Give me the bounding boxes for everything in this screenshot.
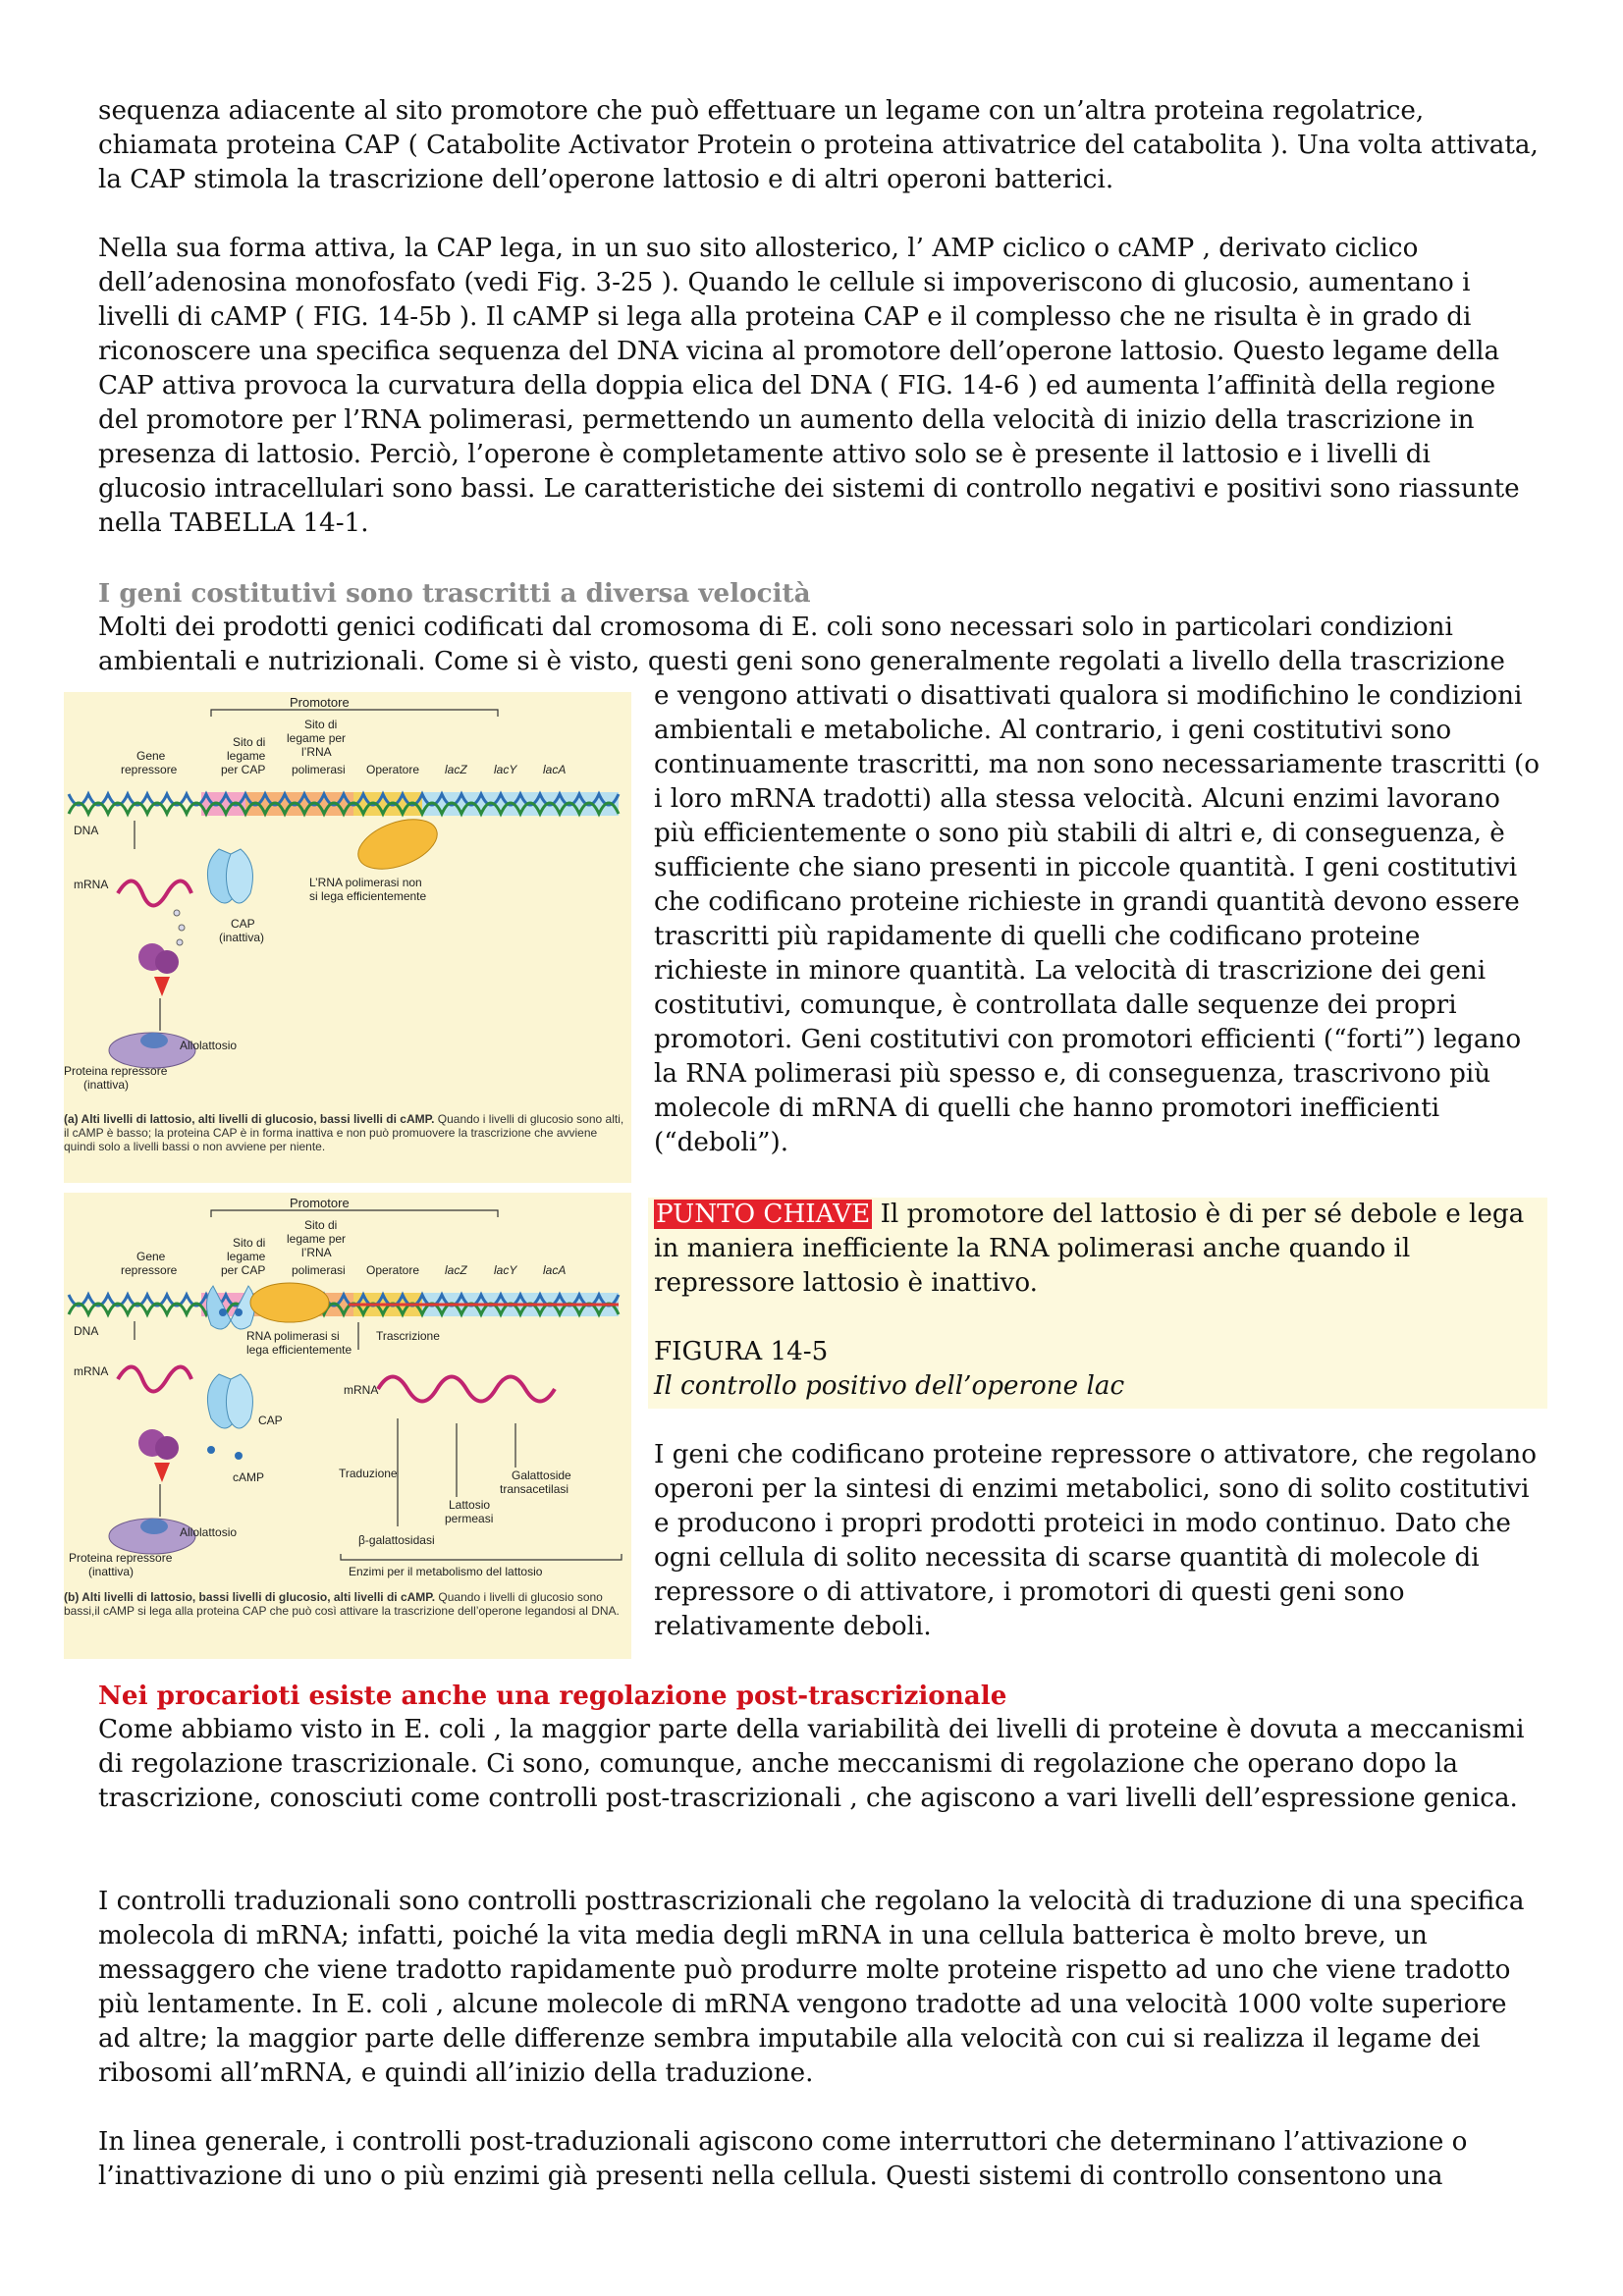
cap-inactive-a <box>207 849 252 903</box>
keypoint-label: PUNTO CHIAVE <box>656 1200 871 1229</box>
label-proteina-rep: Proteina repressore (inattiva) <box>64 1064 168 1092</box>
label-galattoside-b: Galattoside transacetilasi <box>500 1468 571 1496</box>
label-allolattosio: Allolattosio <box>180 1039 238 1052</box>
figure-panel-a <box>64 692 631 1183</box>
dna-helix-b <box>69 1293 619 1316</box>
paragraph-regulatory-genes: I geni che codificano proteine repressore o attivatore, che regolano operoni per la sintesi di enzimi metabolici, sono di solito costitutivi e producono i propri prodotti proteici in modo continuo. Dato che ogni cellula di solito necessita di scarse quantità di molecole di repressore o di attivatore, i promotori di questi geni sono relativamente deboli. <box>654 1440 1538 1641</box>
mrna-product-b <box>378 1377 555 1402</box>
label-laca: lacA <box>543 763 567 776</box>
paragraph-translational-control: I controlli traduzionali sono controlli posttrascrizionali che regolano la velocità di traduzione di una specifica molecola di mRNA; infatti, poiché la vita media degli mRNA in una cellula batterica è molto breve, un messaggero che viene tradotto rapidamente può produrre molte proteine rispetto ad uno che viene tradotto più lentamente. In E. coli , alcune molecole di mRNA vengono tradotte ad una velocità 1000 volte superiore ad altre; la maggior parte delle differenze sembra imputabile alla velocità con cui si realizza il legame dei ribosomi all’mRNA, e quindi all’inizio della traduzione. <box>98 1887 1525 2088</box>
figure-a-caption-bold: (a) Alti livelli di lattosio, alti livelli di glucosio, bassi livelli di cAMP. <box>64 1112 435 1126</box>
label-gene-rep-b: Gene repressore <box>121 1250 178 1277</box>
paragraph-constitutive-rate: e vengono attivati o disattivati qualora si modifichino le condizioni ambientali e metaboliche. Al contrario, i geni costitutivi sono continuamente trascritti, ma non sono necessariamente trascritti (o i loro mRNA tradotti) alla stessa velocità. Alcuni enzimi lavorano più efficientemente o sono più stabili di altri e, di conseguenza, è sufficiente che siano presenti in piccole quantità. I geni costitutivi che codificano proteine richieste in grandi quantità devono essere trascritti più rapidamente di quelli che codificano proteine richieste in minore quantità. La velocità di trascrizione dei geni costitutivi, comunque, è controllata dalle sequenze dei propri promotori. Geni costitutivi con promotori efficienti (“forti”) legano la RNA polimerasi più spesso e, di conseguenza, trascrivono più molecole di mRNA di quelli che hanno promotori inefficienti (“deboli”). <box>654 681 1541 1157</box>
paragraph-constitutive-intro: Molti dei prodotti genici codificati dal cromosoma di E. coli sono necessari solo in particolari condizioni ambientali e nutrizionali. Come si è visto, questi geni sono generalmente regolati a livello della trascrizione <box>98 613 1505 676</box>
label-mrna: mRNA <box>74 878 109 891</box>
heading-post-transcriptional: Nei procarioti esiste anche una regolazione post-trascrizionale <box>98 1681 1007 1711</box>
figure-a-diagram <box>64 692 631 1183</box>
mrna-strand-a <box>118 881 191 906</box>
figure-a-caption <box>64 1112 631 1153</box>
label-lacz-b: lacZ <box>445 1263 467 1277</box>
label-promotore-b: Promotore <box>290 1196 350 1210</box>
figure-b-caption <box>64 1590 631 1618</box>
label-mrna-b: mRNA <box>74 1364 109 1378</box>
label-gene-rep: Gene repressore <box>121 749 178 776</box>
label-laca-b: lacA <box>543 1263 567 1277</box>
label-mrna2-b: mRNA <box>344 1383 379 1397</box>
label-sito-cap: Sito di legame per CAP <box>221 735 266 776</box>
label-betagal-b: β-galattosidasi <box>358 1533 435 1547</box>
cap-active-b <box>207 1374 252 1428</box>
label-sito-rna: Sito di legame per l’RNA <box>287 718 347 759</box>
label-dna-b: DNA <box>74 1324 99 1338</box>
label-polnote-b: RNA polimerasi si lega efficientemente <box>246 1329 352 1357</box>
label-lacy: lacY <box>494 763 517 776</box>
label-polimerasi: polimerasi <box>292 763 346 776</box>
keypoint-paragraph <box>654 1198 1542 1301</box>
label-promotore: Promotore <box>290 695 350 710</box>
label-dna: DNA <box>74 824 99 837</box>
label-trascrizione-b: Trascrizione <box>376 1329 440 1343</box>
dna-helix-a <box>69 790 626 818</box>
label-lacz: lacZ <box>445 763 467 776</box>
figure-title: Il controllo positivo dell’operone lac <box>654 1371 1125 1401</box>
label-enzimi-b: Enzimi per il metabolismo del lattosio <box>349 1565 543 1578</box>
label-sito-cap-b: Sito di legame per CAP <box>221 1236 266 1277</box>
repressor-protein-b <box>138 1429 179 1482</box>
label-lacy-b: lacY <box>494 1263 517 1277</box>
label-sito-rna-b: Sito di legame per l’RNA <box>287 1218 347 1259</box>
label-traduzione-b: Traduzione <box>339 1467 398 1480</box>
label-cap: CAP (inattiva) <box>219 917 265 944</box>
label-cap-b: CAP <box>258 1414 283 1427</box>
label-polnote: L’RNA polimerasi non si lega efficientemente <box>309 876 427 903</box>
label-operatore-b: Operatore <box>366 1263 420 1277</box>
label-polimerasi-b: polimerasi <box>292 1263 346 1277</box>
paragraph-post-transcriptional: Come abbiamo visto in E. coli , la maggior parte della variabilità dei livelli di proteine è dovuta a meccanismi di regolazione trascrizionale. Ci sono, comunque, anche meccanismi di regolazione che operano dopo la trascrizione, conosciuti come controlli post-trascrizionali , che agiscono a vari livelli dell’espressione genica. <box>98 1715 1525 1813</box>
paragraph-post-translational: In linea generale, i controlli post-traduzionali agiscono come interruttori che determinano l’attivazione o l’inattivazione di uno o più enzimi già presenti nella cellula. Questi sistemi di controllo consentono una <box>98 2127 1468 2191</box>
keypoint-text: Il promotore del lattosio è di per sé debole e lega in maniera inefficiente la RNA polimerasi anche quando il repressore lattosio è inattivo. <box>654 1200 1525 1298</box>
figure-a-caption-text: Quando i livelli di glucosio sono alti, il cAMP è basso; la proteina CAP è in forma inattiva e non può promuovere la trascrizione che avviene quindi solo a livelli bassi o non avviene per niente. <box>64 1112 624 1153</box>
label-operatore: Operatore <box>366 763 420 776</box>
figure-number: FIGURA 14-5 <box>654 1337 829 1366</box>
heading-constitutive-genes: I geni costitutivi sono trascritti a diversa velocità <box>98 578 811 609</box>
camp-icon <box>207 1446 215 1454</box>
figure-b-caption-text: Quando i livelli di glucosio sono bassi,il cAMP si lega alla proteina CAP che può così attivare la trascrizione dell’operone legandosi al DNA. <box>64 1590 620 1618</box>
repressor-protein-a <box>138 943 179 996</box>
paragraph-camp: Nella sua forma attiva, la CAP lega, in un suo sito allosterico, l’ AMP ciclico o cAMP , derivato ciclico dell’adenosina monofosfato (vedi Fig. 3-25 ). Quando le cellule si impoveriscono di glucosio, aumentano i livelli di cAMP ( FIG. 14-5b ). Il cAMP si lega alla proteina CAP e il complesso che ne risulta è in grado di riconoscere una specifica sequenza del DNA vicina al promotore dell’operone lattosio. Questo legame della CAP attiva provoca la curvatura della doppia elica del DNA ( FIG. 14-6 ) ed aumenta l’affinità della regione del promotore per l’RNA polimerasi, permettendo un aumento della velocità di inizio della trascrizione in presenza di lattosio. Perciò, l’operone è completamente attivo solo se è presente il lattosio e i livelli di glucosio intracellulari sono bassi. Le caratteristiche dei sistemi di controllo negativi e positivi sono riassunte nella TABELLA 14-1. <box>98 234 1520 538</box>
figure-b-caption-bold: (b) Alti livelli di lattosio, bassi livelli di glucosio, alti livelli di cAMP. <box>64 1590 436 1604</box>
label-proteina-rep-b: Proteina repressore (inattiva) <box>69 1551 173 1578</box>
label-allolattosio-b: Allolattosio <box>180 1525 238 1539</box>
paragraph-cap-intro: sequenza adiacente al sito promotore che può effettuare un legame con un’altra proteina regolatrice, chiamata proteina CAP ( Catabolite Activator Protein o proteina attivatrice del catabolita ). Una volta attivata, la CAP stimola la trascrizione dell’operone lattosio e di altri operoni batterici. <box>98 96 1539 194</box>
label-permeasi-b: Lattosio permeasi <box>445 1498 494 1525</box>
label-camp-b: cAMP <box>233 1470 265 1484</box>
rna-polymerase-b <box>250 1283 329 1322</box>
mrna-strand-b <box>118 1367 191 1392</box>
figure-b-diagram <box>64 1193 631 1659</box>
figure-panel-b <box>64 1193 631 1659</box>
rna-polymerase-a <box>352 810 444 879</box>
